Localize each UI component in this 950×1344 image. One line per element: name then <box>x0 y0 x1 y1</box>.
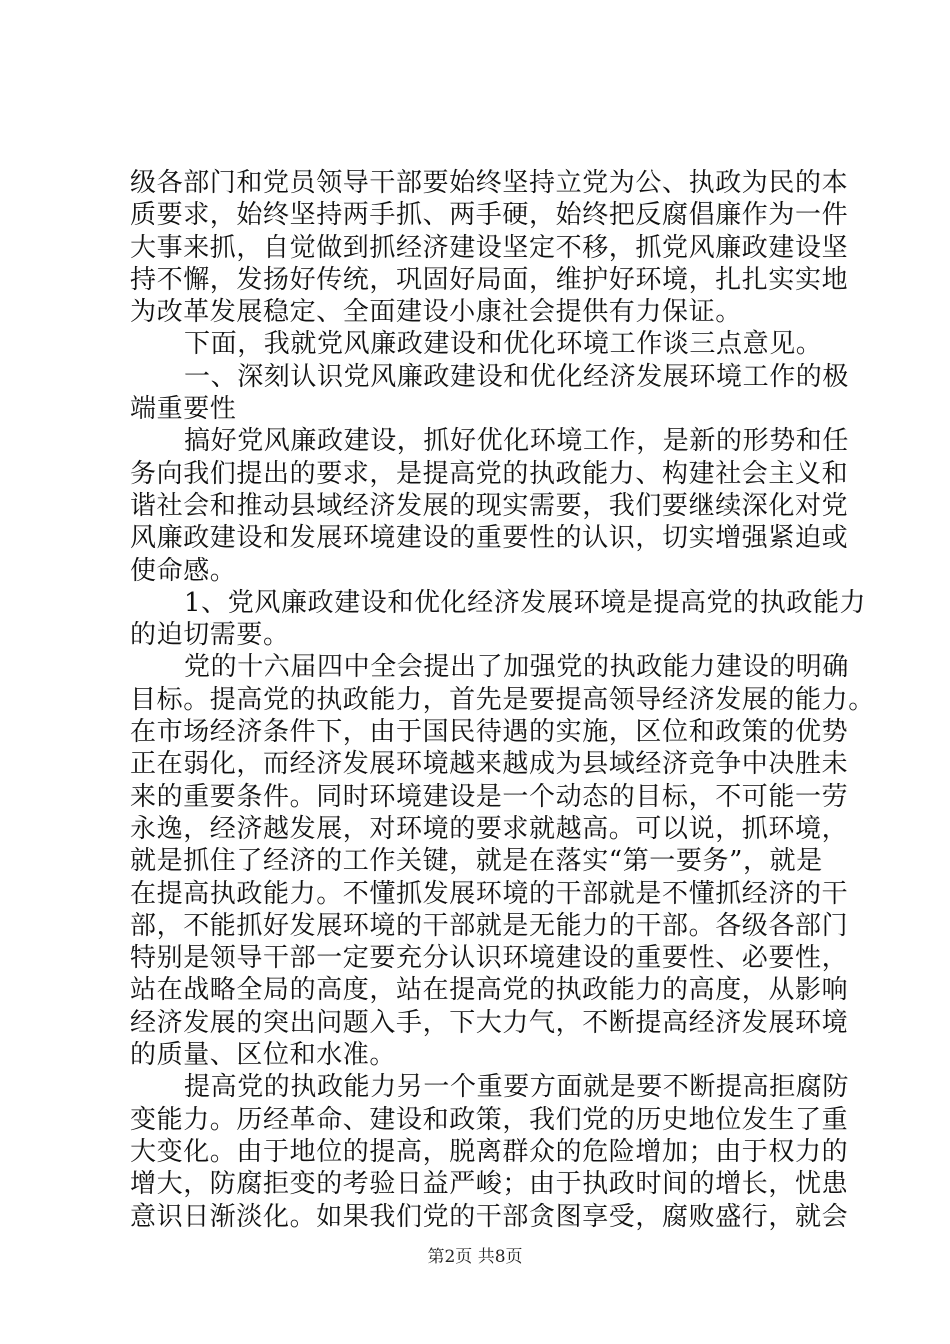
text-line: 永逸，经济越发展，对环境的要求就越高。可以说，抓环境， <box>130 813 849 844</box>
document-body <box>130 167 875 1233</box>
text-line: 在提高执政能力。不懂抓发展环境的干部就是不懂抓经济的干 <box>130 878 849 909</box>
text-line: 持不懈，发扬好传统，巩固好局面，维护好环境，扎扎实实地 <box>130 264 849 295</box>
text-line: 目标。提高党的执政能力，首先是要提高领导经济发展的能力。 <box>130 684 875 715</box>
text-line: 变能力。历经革命、建设和政策，我们党的历史地位发生了重 <box>130 1104 849 1135</box>
page-footer: 第2页 共8页 <box>427 1247 523 1267</box>
text-line: 级各部门和党员领导干部要始终坚持立党为公、执政为民的本 <box>130 168 849 198</box>
text-line: 增大，防腐拒变的考验日益严峻；由于执政时间的增长，忧患 <box>130 1169 849 1200</box>
text-line: 大事来抓，自觉做到抓经济建设坚定不移，抓党风廉政建设坚 <box>130 232 849 263</box>
text-line: 特别是领导干部一定要充分认识环境建设的重要性、必要性， <box>130 943 849 974</box>
text-line: 1、党风廉政建设和优化经济发展环境是提高党的执政能力 <box>184 587 867 618</box>
text-line: 为改革发展稳定、全面建设小康社会提供有力保证。 <box>130 297 742 328</box>
text-line: 党的十六届四中全会提出了加强党的执政能力建设的明确 <box>184 652 850 683</box>
text-line: 经济发展的突出问题入手，下大力气，不断提高经济发展环境 <box>130 1007 849 1038</box>
text-line: 的迫切需要。 <box>130 620 290 651</box>
text-line: 下面，我就党风廉政建设和优化环境工作谈三点意见。 <box>184 329 823 360</box>
text-line: 在市场经济条件下，由于国民待遇的实施，区位和政策的优势 <box>130 717 849 748</box>
text-line: 就是抓住了经济的工作关键，就是在落实“第一要务”，就是 <box>130 846 823 877</box>
text-line: 端重要性 <box>130 394 237 425</box>
text-line: 意识日渐淡化。如果我们党的干部贪图享受，腐败盛行，就会 <box>130 1201 849 1232</box>
text-line: 务向我们提出的要求，是提高党的执政能力、构建社会主义和 <box>130 458 849 489</box>
text-line: 谐社会和推动县域经济发展的现实需要，我们要继续深化对党 <box>130 490 849 521</box>
text-line: 正在弱化，而经济发展环境越来越成为县域经济竞争中决胜未 <box>130 749 849 780</box>
text-line: 来的重要条件。同时环境建设是一个动态的目标，不可能一劳 <box>130 781 849 812</box>
text-line: 搞好党风廉政建设，抓好优化环境工作，是新的形势和任 <box>184 426 850 457</box>
text-line: 的质量、区位和水准。 <box>130 1040 397 1071</box>
text-line: 使命感。 <box>130 555 237 586</box>
text-line: 部，不能抓好发展环境的干部就是无能力的干部。各级各部门 <box>130 910 849 941</box>
text-line: 风廉政建设和发展环境建设的重要性的认识，切实增强紧迫或 <box>130 523 849 554</box>
text-line: 站在战略全局的高度，站在提高党的执政能力的高度，从影响 <box>130 975 849 1006</box>
text-line: 大变化。由于地位的提高，脱离群众的危险增加；由于权力的 <box>130 1136 849 1167</box>
text-line: 一、深刻认识党风廉政建设和优化经济发展环境工作的极 <box>184 361 850 392</box>
text-line: 提高党的执政能力另一个重要方面就是要不断提高拒腐防 <box>184 1072 850 1103</box>
text-line: 质要求，始终坚持两手抓、两手硬，始终把反腐倡廉作为一件 <box>130 200 849 231</box>
